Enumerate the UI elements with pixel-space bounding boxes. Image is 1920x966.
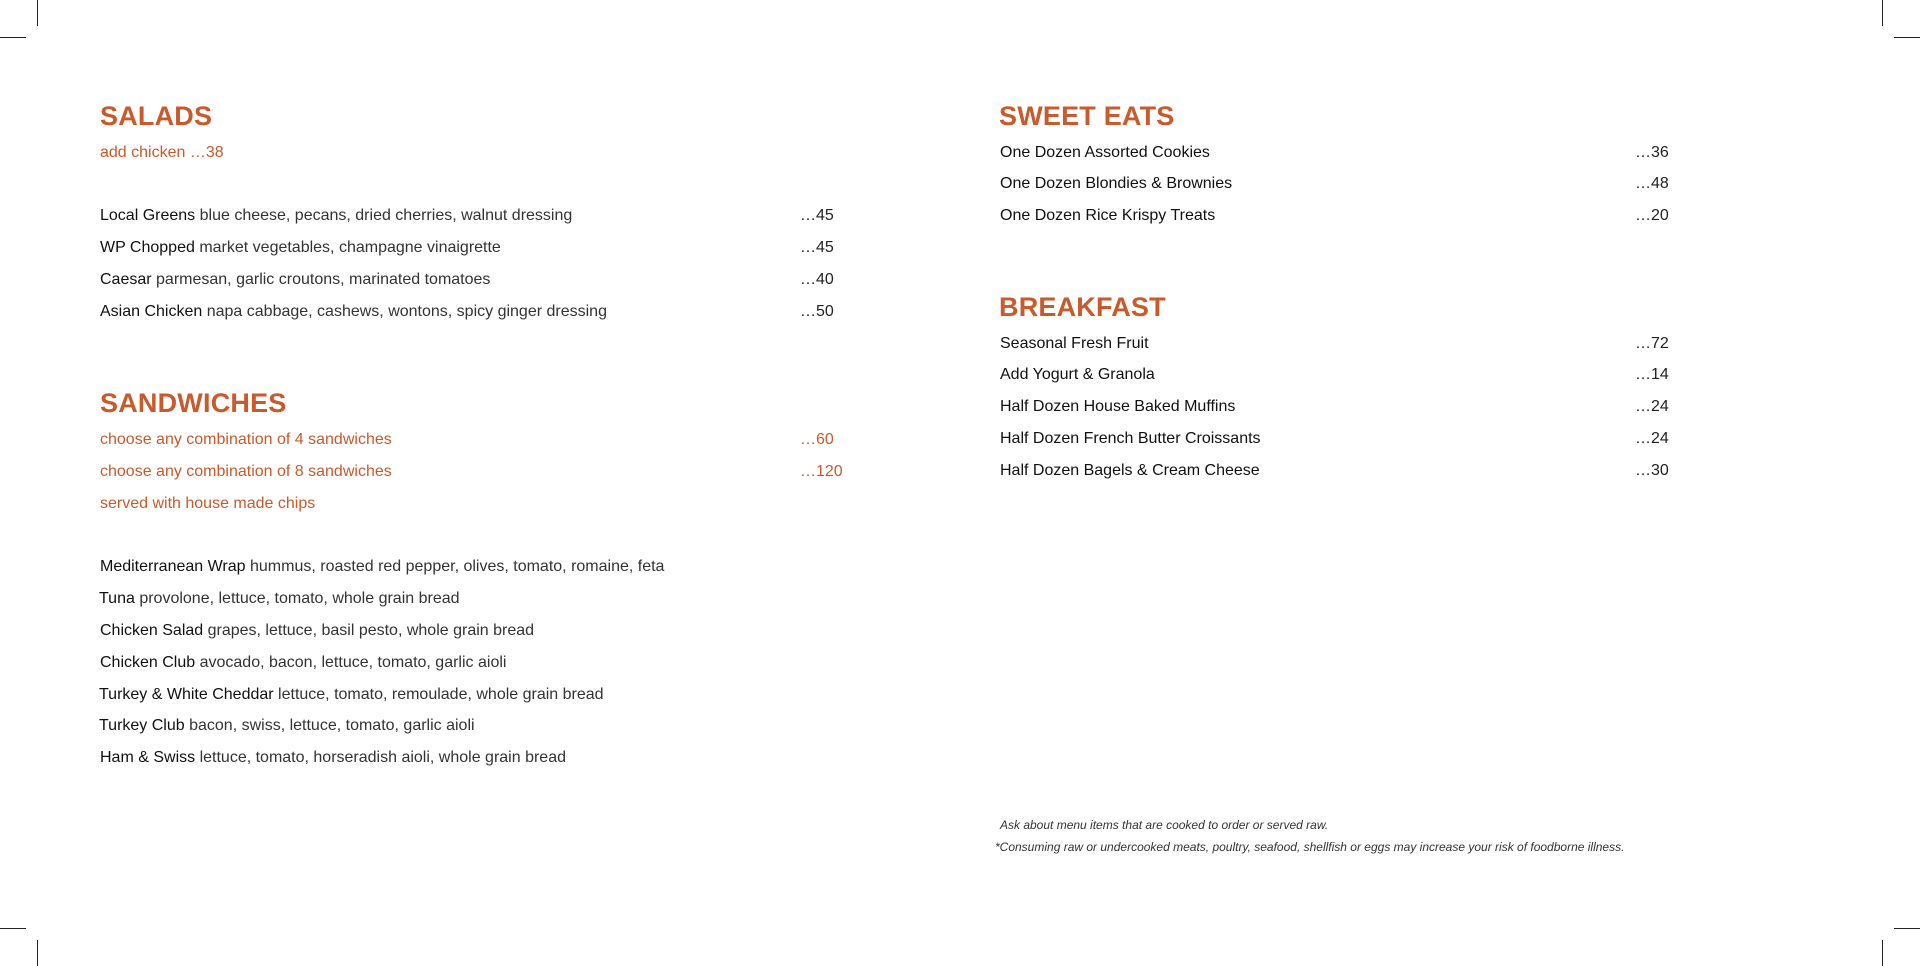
sweet-item-price: …20 xyxy=(1635,207,1669,224)
crop-mark-bottom-right-vertical xyxy=(1882,940,1883,966)
salad-item xyxy=(100,271,490,289)
salad-item-name: Caesar xyxy=(100,271,152,288)
sandwich-item-desc: provolone, lettuce, tomato, whole grain bread xyxy=(134,590,460,607)
breakfast-item-price: …30 xyxy=(1635,462,1669,479)
sandwich-item xyxy=(99,686,604,704)
sandwich-item xyxy=(100,558,664,576)
salad-item xyxy=(100,303,607,321)
salad-item-desc: blue cheese, pecans, dried cherries, walnut dressing xyxy=(195,207,573,224)
sandwich-item-desc: lettuce, tomato, remoulade, whole grain bread xyxy=(273,686,604,703)
breakfast-item-price: …24 xyxy=(1635,430,1669,447)
sandwiches-title: SANDWICHES xyxy=(100,388,287,418)
sweet-item xyxy=(1000,207,1215,225)
sandwich-item-name: Chicken Club xyxy=(100,654,196,671)
sandwich-item-desc: lettuce, tomato, horseradish aioli, whole grain bread xyxy=(195,749,566,766)
crop-mark-bottom-left-horizontal xyxy=(0,928,26,929)
salad-item xyxy=(100,239,501,257)
salad-item-desc: napa cabbage, cashews, wontons, spicy ginger dressing xyxy=(202,303,607,320)
crop-mark-top-right-vertical xyxy=(1882,0,1883,26)
sandwich-option-price: …120 xyxy=(800,463,843,480)
salad-item-desc: parmesan, garlic croutons, marinated tomatoes xyxy=(151,271,491,288)
breakfast-item-name: Add Yogurt & Granola xyxy=(1000,366,1155,383)
breakfast-item-price: …14 xyxy=(1635,366,1669,383)
salad-item-desc: market vegetables, champagne vinaigrette xyxy=(194,239,501,256)
breakfast-item-name: Half Dozen Bagels & Cream Cheese xyxy=(1000,462,1260,479)
sandwich-item-desc: grapes, lettuce, basil pesto, whole grain bread xyxy=(203,622,535,639)
sandwich-item xyxy=(100,622,534,640)
crop-mark-top-left-horizontal xyxy=(0,37,26,38)
salads-add-chicken-note: add chicken …38 xyxy=(100,144,224,161)
sandwich-option-price: …60 xyxy=(800,431,834,448)
sweet-eats-title: SWEET EATS xyxy=(999,101,1175,131)
sandwich-item-desc: hummus, roasted red pepper, olives, tomato, romaine, feta xyxy=(245,558,665,575)
sandwich-item xyxy=(100,749,566,767)
sweet-item-name: One Dozen Assorted Cookies xyxy=(1000,144,1210,161)
breakfast-item-name: Half Dozen French Butter Croissants xyxy=(1000,430,1261,447)
sweet-item-name: One Dozen Rice Krispy Treats xyxy=(1000,207,1216,224)
sandwich-option: choose any combination of 8 sandwiches xyxy=(100,463,392,480)
salad-item-price: …45 xyxy=(800,207,834,224)
breakfast-item xyxy=(1000,335,1149,353)
breakfast-item-price: …24 xyxy=(1635,398,1669,415)
breakfast-title: BREAKFAST xyxy=(999,292,1166,322)
sandwich-item-name: Turkey Club xyxy=(99,717,185,734)
sandwich-item-name: Chicken Salad xyxy=(100,622,204,639)
breakfast-item-price: …72 xyxy=(1635,335,1669,352)
breakfast-item-name: Half Dozen House Baked Muffins xyxy=(1000,398,1236,415)
sandwich-option: choose any combination of 4 sandwiches xyxy=(100,431,392,448)
sandwich-item-name: Tuna xyxy=(99,590,135,607)
salad-item-price: …45 xyxy=(800,239,834,256)
sandwich-item-desc: avocado, bacon, lettuce, tomato, garlic aioli xyxy=(195,654,507,671)
salad-item xyxy=(100,207,572,225)
sweet-item-price: …48 xyxy=(1635,175,1669,192)
sweet-item-name: One Dozen Blondies & Brownies xyxy=(1000,175,1233,192)
breakfast-item xyxy=(1000,430,1261,448)
sandwich-item xyxy=(99,590,460,608)
salad-item-name: Asian Chicken xyxy=(100,303,203,320)
raw-food-notice: Ask about menu items that are cooked to order or served raw. xyxy=(1000,818,1329,832)
salad-item-name: Local Greens xyxy=(100,207,196,224)
sandwich-item-desc: bacon, swiss, lettuce, tomato, garlic aioli xyxy=(184,717,475,734)
breakfast-item xyxy=(1000,398,1235,416)
sweet-item-price: …36 xyxy=(1635,144,1669,161)
breakfast-item-name: Seasonal Fresh Fruit xyxy=(1000,335,1149,352)
sweet-item xyxy=(1000,175,1232,193)
salad-item-name: WP Chopped xyxy=(100,239,195,256)
crop-mark-top-right-horizontal xyxy=(1894,37,1920,38)
sandwich-item-name: Turkey & White Cheddar xyxy=(99,686,274,703)
salad-item-price: …40 xyxy=(800,271,834,288)
sandwich-item-name: Ham & Swiss xyxy=(100,749,196,766)
salad-item-price: …50 xyxy=(800,303,834,320)
sandwich-item xyxy=(99,717,475,735)
breakfast-item xyxy=(1000,366,1155,384)
foodborne-illness-warning: *Consuming raw or undercooked meats, poultry, seafood, shellfish or eggs may increase your risk of foodborne illness. xyxy=(995,840,1625,854)
sandwiches-served-note: served with house made chips xyxy=(100,495,316,512)
sweet-item xyxy=(1000,144,1210,162)
crop-mark-top-left-vertical xyxy=(37,0,38,26)
sandwich-item xyxy=(100,654,506,672)
breakfast-item xyxy=(1000,462,1260,480)
salads-title: SALADS xyxy=(100,101,213,131)
sandwich-item-name: Mediterranean Wrap xyxy=(100,558,246,575)
crop-mark-bottom-left-vertical xyxy=(37,940,38,966)
crop-mark-bottom-right-horizontal xyxy=(1894,928,1920,929)
